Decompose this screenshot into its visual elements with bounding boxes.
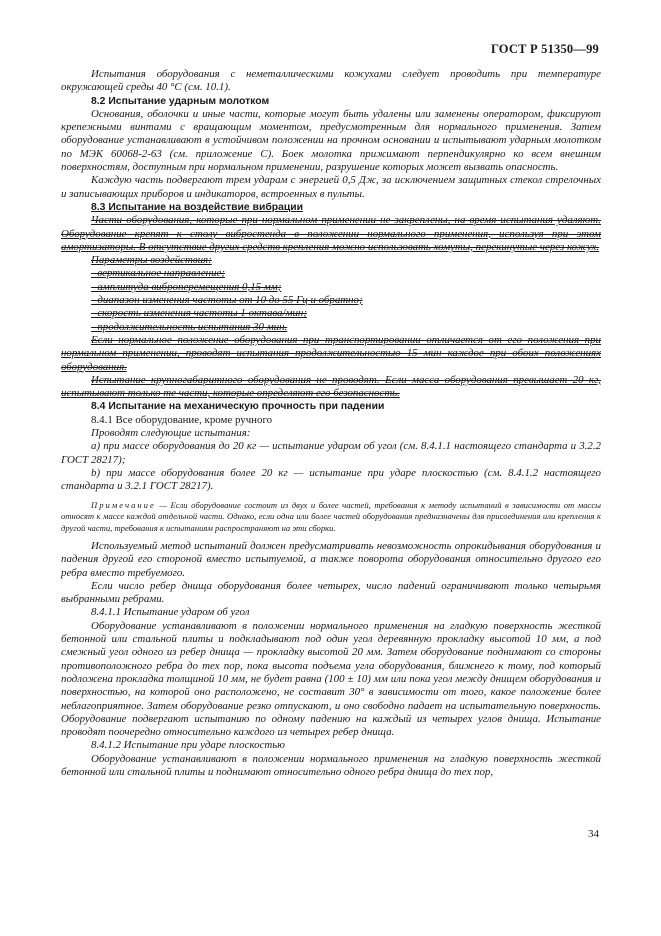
paragraph: Оборудование устанавливают в положении нормального применения на гладкую поверхность жесткой бетонной или стальной плиты и поднимают относительно одного ребра днища до тех пор,: [61, 752, 601, 779]
note-label: Примечание: [91, 499, 156, 510]
list-item: b) при массе оборудования более 20 кг — испытание при ударе плоскостью (см. 8.4.1.2 настоящего стандарта и 3.2.1 ГОСТ 28217).: [61, 466, 601, 493]
note-text: — Если оборудование состоит из двух и более частей, требования к методу испытаний в зависимости от массы относят к массе каждой отдельной части. Однако, если одна или более частей оборудования предназначены для присоединения или крепления к другой части, требования к испытаниям распространяют на эти сборки.: [61, 499, 601, 533]
note: [61, 500, 601, 535]
param-item: - диапазон изменения частоты от 10 до 55 Гц и обратно;: [91, 294, 363, 307]
document-code: ГОСТ Р 51350—99: [490, 42, 599, 56]
paragraph: Используемый метод испытаний должен предусматривать невозможность опрокидывания оборудования и падения другой его стороной вместо испытуемой, а также поворота оборудования относительно другого его ребра вместо требуемого.: [61, 540, 601, 579]
param-item: - амплитуда виброперемещения 0,15 мм;: [91, 280, 282, 293]
section-heading-8-3: 8.3 Испытание на воздействие вибрации: [91, 201, 304, 213]
section-heading-8-2: 8.2 Испытание ударным молотком: [91, 95, 270, 107]
paragraph: Если число ребер днища оборудования более четырех, число падений ограничивают только четырьмя выбранными ребрами.: [61, 579, 601, 606]
paragraph: Основания, оболочки и иные части, которые могут быть удалены или заменены оператором, фиксируют крепежными винтами с вращающим моментом, предусмотренным для нормального применения. Затем оборудование устанавливают в устойчивом положении на прочном основании и испытывают ударным молотком по МЭК 60068-2-63 (см. приложение С). Боек молотка прижимают перпендикулярно ко всем внешним поверхностям, доступным при нормальном применении, разрушение которых может вызвать опасность.: [61, 107, 601, 174]
struck-paragraph: Если нормальное положение оборудования при транспортировании отличается от его положения при нормальном применении, проводят испытания продолжительностью 15 мин каждое при обоих положениях оборудования.: [61, 333, 601, 373]
subsection-heading-8-4-1-2: 8.4.1.2 Испытание при ударе плоскостью: [91, 739, 285, 752]
params-title: Параметры воздействия:: [91, 254, 212, 267]
paragraph: Проводят следующие испытания:: [91, 427, 251, 440]
struck-paragraph: Части оборудования, которые при нормальном применении не закреплены, на время испытания удаляют. Оборудование крепят к столу вибростенда в положении нормального применения, используя при этом амортизаторы. В отсутствие других средств крепления можно использовать хомуты, перекинутые через кожух.: [61, 214, 601, 253]
paragraph: Оборудование устанавливают в положении нормального применения на гладкую поверхность жесткой бетонной или стальной плиты и подкладывают под один угол деревянную прокладку высотой 10 мм, а под смежный угол одного из ребер днища — прокладку высотой 20 мм. Затем оборудование поднимают со стороны противоположного ребра до тех пор, пока высота подъема угла оборудования, ближнего к тому, под который подложена прокладка толщиной 10 мм, не будет равна (100 ± 10) мм или пока угол между днищем оборудования и поверхностью, на которой оно расположено, не составит 30° в зависимости от того, какое положение более неблагоприятное. Затем оборудование резко отпускают, и оно свободно падает на испытательную поверхность. Оборудование подвергают испытанию по одному падению на каждый из четырех углов днища. Испытание проводят поочередно относительно каждого из четырех ребер днища.: [61, 619, 601, 739]
paragraph: Каждую часть подвергают трем ударам с энергией 0,5 Дж, за исключением защитных стекол стрелочных и записывающих приборов и индикаторов, встроенных в пульты.: [61, 174, 601, 200]
page-content: [61, 68, 601, 779]
paragraph: Испытания оборудования с неметаллическими кожухами следует проводить при температуре окружающей среды 40 °С (см. 10.1).: [61, 68, 601, 94]
list-item: а) при массе оборудования до 20 кг — испытание ударом об угол (см. 8.4.1.1 настоящего стандарта и 3.2.2 ГОСТ 28217);: [61, 440, 601, 466]
struck-paragraph: Испытание крупногабаритного оборудования не проводят. Если масса оборудования превышает 20 кг, испытывают только те части, которые определяют его безопасность.: [61, 373, 601, 400]
subsection-heading-8-4-1-1: 8.4.1.1 Испытание ударом об угол: [91, 606, 250, 619]
page-number: 34: [588, 828, 599, 840]
subsection-heading-8-4-1: 8.4.1 Все оборудование, кроме ручного: [91, 413, 273, 426]
param-item: - вертикальное направление;: [91, 267, 225, 280]
param-item: - скорость изменения частоты 1 октава/мин;: [91, 307, 307, 320]
param-item: - продолжительность испытания 30 мин.: [91, 320, 288, 333]
section-heading-8-4: 8.4 Испытание на механическую прочность при падении: [91, 401, 385, 413]
